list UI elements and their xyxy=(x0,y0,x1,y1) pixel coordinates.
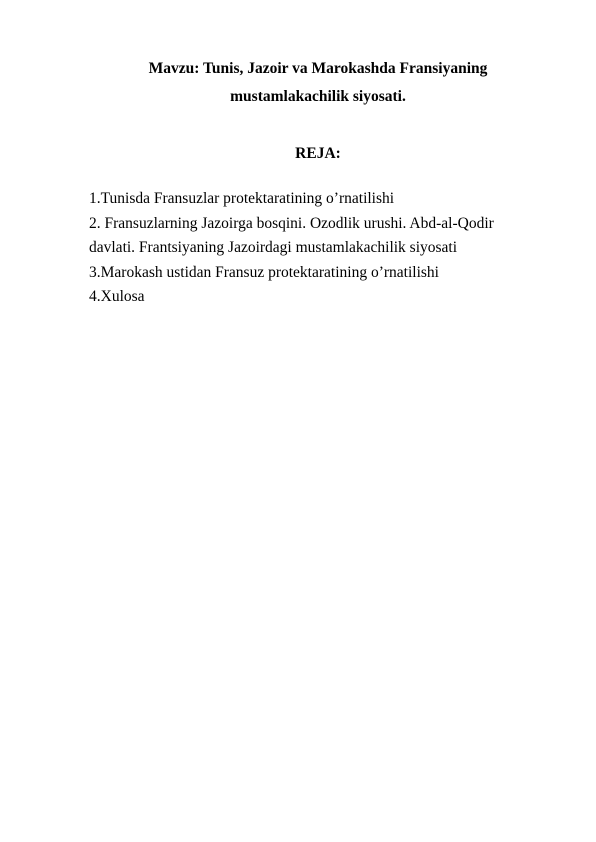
document-title-line-2: mustamlakachilik siyosati. xyxy=(230,88,406,105)
document-title-line-1: Mavzu: Tunis, Jazoir va Marokashda Fransiyaning xyxy=(148,60,488,77)
plan-item-3: 3.Marokash ustidan Fransuz protektaratining o’rnatilishi xyxy=(89,263,439,281)
plan-heading: REJA: xyxy=(295,145,341,162)
plan-item-2: 2. Fransuzlarning Jazoirga bosqini. Ozodlik urushi. Abd-al-Qodir davlati. Frantsiyaning Jazoirdagi mustamlakachilik siyosati xyxy=(89,214,494,256)
plan-list xyxy=(89,187,529,310)
plan-item-4: 4.Xulosa xyxy=(89,288,145,305)
plan-item-1: 1.Tunisda Fransuzlar protektaratining o’rnatilishi xyxy=(89,190,395,207)
